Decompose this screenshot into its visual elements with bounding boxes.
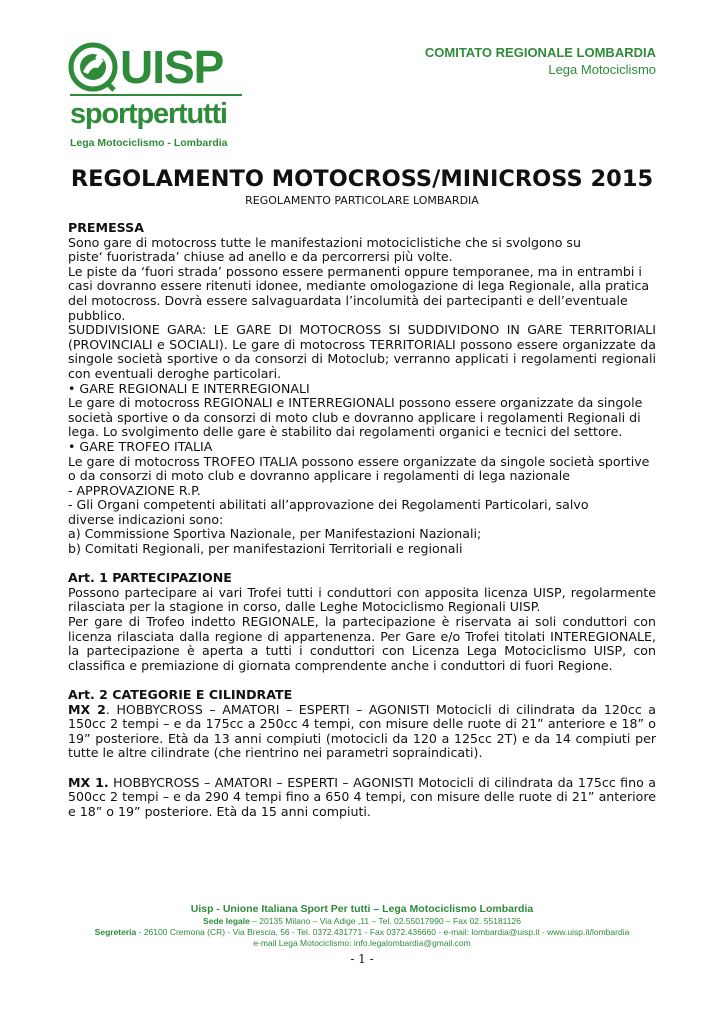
regionali-line: lega. Lo svolgimento delle gare è stabilito dai regolamenti organici e tecnici del settore. (68, 424, 623, 440)
approvazione-line: - Gli Organi competenti abilitati all’approvazione dei Regolamenti Particolari, salvo (68, 497, 589, 513)
approvazione-line: - APPROVAZIONE R.P. (68, 482, 201, 498)
trofeo-heading: • GARE TROFEO ITALIA (68, 438, 213, 454)
approvazione-line: diverse indicazioni sono: (68, 511, 224, 527)
premessa-line: del motocross. Dovrà essere salvaguardata l’incolumità dei partecipanti e dell’eventuale (68, 292, 628, 308)
logo-divider (70, 94, 242, 96)
premessa-line: piste‘ fuoristrada’ chiuse ad anello e da percorrersi più volte. (68, 249, 453, 265)
mx1-text: HOBBYCROSS – AMATORI – ESPERTI – AGONISTI Motocicli di cilindrata da 175cc fino a 500cc 2 tempi – e da 290 4 tempi fino a 650 4 tempi, con misure delle ruote di 21” anteriore e 18” o 19” posteriore. Età da 15 anni compiuti. (68, 774, 656, 819)
trofeo-line: Le gare di motocross TROFEO ITALIA possono essere organizzate da singole società sportive (68, 453, 650, 469)
mx1-label: MX 1. (68, 774, 109, 790)
logo-wordmark: UISP (120, 41, 224, 93)
logo-subline: Lega Motociclismo - Lombardia (70, 137, 228, 149)
premessa-line: Sono gare di motocross tutte le manifestazioni motociclistiche che si svolgono su (68, 234, 581, 250)
header-org: COMITATO REGIONALE LOMBARDIA (424, 45, 656, 60)
logo-tagline: sportpertutti (70, 98, 227, 130)
regionali-line: società sportive o da consorzi di moto club e dovranno applicare i regolamenti Regionali di (68, 409, 641, 425)
motorcycle-rider-icon (68, 42, 118, 92)
art1-paragraph: Per gare di Trofeo indetto REGIONALE, la partecipazione è riservata ai soli conduttori con licenza rilasciata dalla regione di appartenenza. Per Gare e/o Trofei titolati INTEREGIONALE, la partecipazione è aperta a tutti i conduttori con Licenza Lega Motociclismo UISP, con classifica e premiazione di giornata comprendente anche i conduttori di fuori Regione. (68, 614, 656, 673)
trofeo-line: o da consorzi di moto club e dovranno applicare i regolamenti di lega nazionale (68, 468, 570, 484)
regionali-heading: • GARE REGIONALI E INTERREGIONALI (68, 380, 310, 396)
uisp-logo (68, 40, 248, 152)
footer-sede-line (0, 916, 724, 927)
premessa-line: casi dovranno essere ritenuti idonee, mediante omologazione di lega Regionale, alla pratica (68, 278, 650, 294)
art1-heading: Art. 1 PARTECIPAZIONE (68, 570, 232, 586)
page-footer (0, 902, 724, 949)
footer-email-line: e-mail Lega Motociclismo: info.legalombardia@gmail.com (253, 938, 471, 948)
suddivisione-paragraph: SUDDIVISIONE GARA: LE GARE DI MOTOCROSS SI SUDDIVIDONO IN GARE TERRITORIALI (PROVINCIALI e SOCIALI). Le gare di motocross TERRITORIALI possono essere organizzate da singole società sportive o da consorzi di Motoclub; verranno applicati i regolamenti regionali con eventuali deroghe particolari. (68, 322, 656, 381)
footer-sede-label: Sede legale (203, 916, 250, 926)
header-dept: Lega Motociclismo (548, 62, 656, 77)
regionali-line: Le gare di motocross REGIONALI e INTERREGIONALI possono essere organizzate da singole (68, 395, 643, 411)
page-number: - 1 - (350, 952, 374, 966)
document-body (68, 221, 656, 819)
page-title: REGOLAMENTO MOTOCROSS/MINICROSS 2015 (70, 166, 654, 192)
mx1-paragraph (68, 776, 656, 820)
footer-org-line: Uisp - Unione Italiana Sport Per tutti – Lega Motociclismo Lombardia (190, 903, 534, 915)
approvazione-line: b) Comitati Regionali, per manifestazioni Territoriali e regionali (68, 541, 463, 557)
footer-segreteria-line (0, 927, 724, 938)
approvazione-line: a) Commissione Sportiva Nazionale, per Manifestazioni Nazionali; (68, 526, 482, 542)
mx2-text: . HOBBYCROSS – AMATORI – ESPERTI – AGONISTI Motocicli di cilindrata da 120cc a 150cc 2 tempi – e da 175cc a 250cc 4 tempi, con misure delle ruote di 21” anteriore e 18” o 19” posteriore. Età da 13 anni compiuti (motocicli da 120 a 125cc 2T) e da 14 compiuti per tutte le altre cilindrate (che rientrino nei parametri sopraindicati). (68, 701, 657, 761)
mx2-label: MX 2 (68, 701, 106, 717)
premessa-line: Le piste da ‘fuori strada’ possono essere permanenti oppure temporanee, ma in entrambi i (68, 263, 642, 279)
footer-sede-text: – 20135 Milano – Via Adige ,11 – Tel. 02.55017990 – Fax 02. 55181126 (249, 916, 521, 926)
footer-segreteria-label: Segreteria (94, 927, 137, 937)
art1-paragraph: Possono partecipare ai vari Trofei tutti i conduttori con apposita licenza UISP, regolarmente rilasciata per la stagione in corso, dalle Leghe Motociclismo Regionali UISP. (68, 584, 656, 615)
premessa-line: pubblico. (68, 307, 126, 323)
mx2-paragraph (68, 703, 656, 761)
art2-heading: Art. 2 CATEGORIE E CILINDRATE (68, 687, 293, 702)
header-organization (425, 44, 656, 78)
premessa-heading: PREMESSA (68, 220, 144, 235)
page-subtitle: REGOLAMENTO PARTICOLARE LOMBARDIA (245, 194, 479, 207)
footer-segreteria-text: - 26100 Cremona (CR) - Via Brescia, 56 - Tel. 0372.431771 - Fax 0372.436660 - e-mail: lombardia@uisp.it - www.uisp.it/lombardia (136, 927, 630, 937)
